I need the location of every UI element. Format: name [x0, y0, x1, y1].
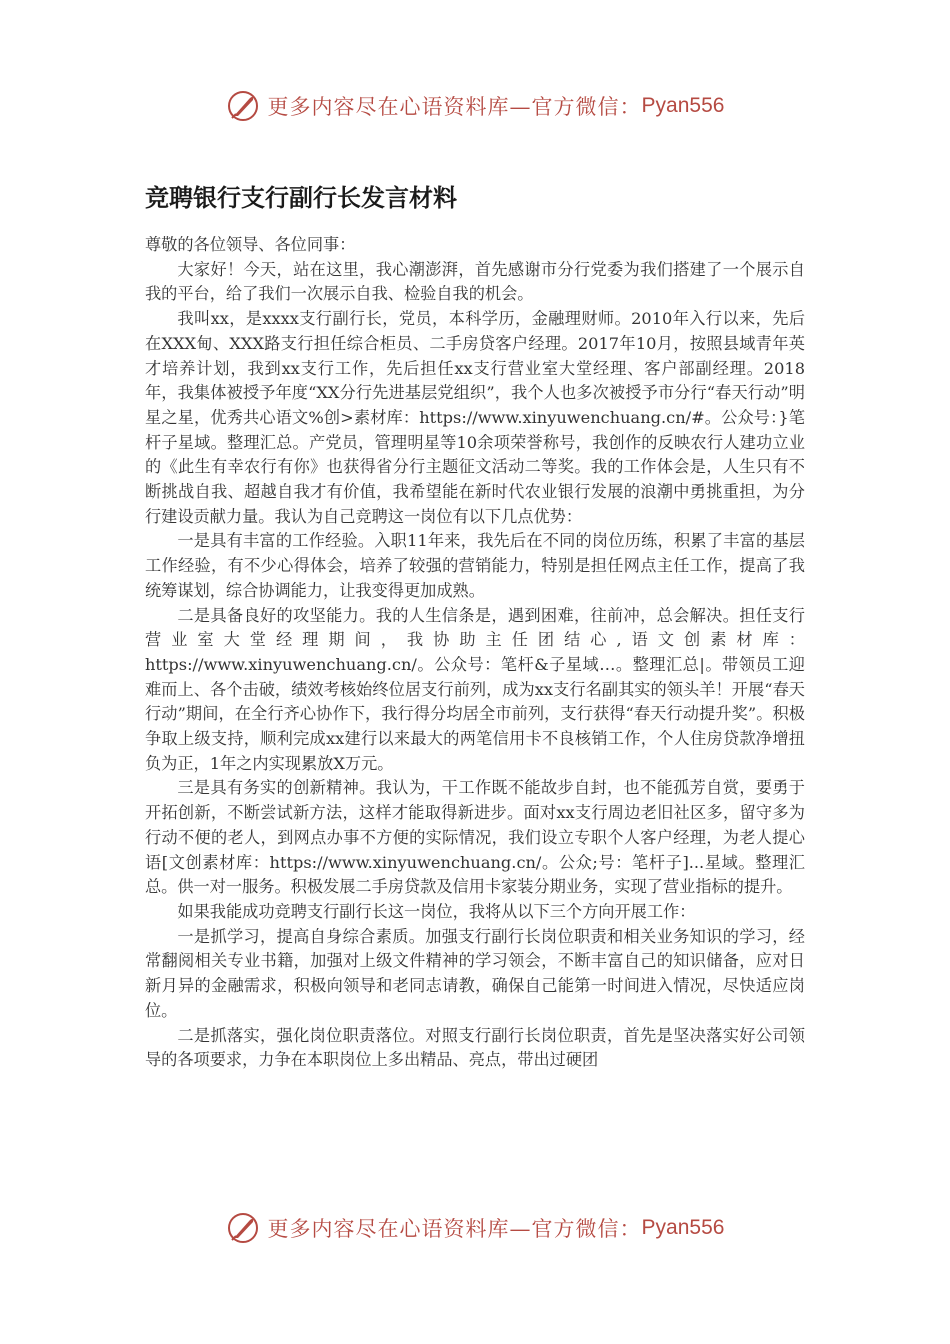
- footer-watermark-banner: [0, 1208, 950, 1248]
- banner-wechat-id: Pyan556: [641, 1216, 725, 1239]
- paragraph: 我叫xx，是xxxx支行副行长，党员，本科学历，金融理财师。2010年入行以来，先后在XXX甸、XXX路支行担任综合柜员、二手房贷客户经理。2017年10月，按照县域青年英才培养计划，我到xx支行工作，先后担任xx支行营业室大堂经理、客户部副经理。2018年，我集体被授予年度“XX分行先进基层党组织”，我个人也多次被授予市分行“春天行动”明星之星，优秀共心语文%创>素材库：https://www.xinyuwenchuang.cn/#。公众号：}笔杆子星域。整理汇总。产党员，管理明星等10余项荣誉称号，我创作的反映农行人建功立业的《此生有幸农行有你》也获得省分行主题征文活动二等奖。我的工作体会是，人生只有不断挑战自我、超越自我才有价值，我希望能在新时代农业银行发展的浪潮中勇挑重担，为分行建设贡献力量。我认为自己竞聘这一岗位有以下几点优势：: [145, 309, 805, 526]
- paragraph: 一是具有丰富的工作经验。入职11年来，我先后在不同的岗位历练，积累了丰富的基层工作经验，有不少心得体会，培养了较强的营销能力，特别是担任网点主任工作，提高了我统筹谋划，综合协调能力，让我变得更加成熟。: [145, 531, 805, 600]
- quill-logo-icon: [226, 1211, 260, 1245]
- banner-text: 更多内容尽在心语资料库—官方微信：: [267, 95, 642, 119]
- paragraph: 如果我能成功竞聘支行副行长这一岗位，我将从以下三个方向开展工作：: [177, 901, 696, 921]
- banner-text: 更多内容尽在心语资料库—官方微信：: [267, 1217, 642, 1241]
- paragraph: 二是具备良好的攻坚能力。我的人生信条是，遇到困难，往前冲，总会解决。担任支行营业室大堂经理期间，我协助主任团结心,语文创素材库：https://www.xinyuwenchuang.cn/。公众号：笔杆&子星域…。整理汇总|。带领员工迎难而上、各个击破，绩效考核始终位居支行前列，成为xx支行名副其实的领头羊！开展“春天行动”期间，在全行齐心协作下，我行得分均居全市前列，支行获得“春天行动提升奖”。积极争取上级支持，顺利完成xx建行以来最大的两笔信用卡不良核销工作，个人住房贷款净增扭负为正，1年之内实现累放X万元。: [145, 605, 805, 773]
- document-body: [145, 233, 805, 1073]
- paragraph: 二是抓落实，强化岗位职责落位。对照支行副行长岗位职责，首先是坚决落实好公司领导的各项要求，力争在本职岗位上多出精品、亮点，带出过硬团: [145, 1025, 805, 1070]
- header-watermark-banner: [0, 86, 950, 126]
- banner-wechat-id: Pyan556: [641, 94, 725, 117]
- greeting: 尊敬的各位领导、各位同事：: [145, 235, 356, 254]
- paragraph: 一是抓学习，提高自身综合素质。加强支行副行长岗位职责和相关业务知识的学习，经常翻阅相关专业书籍，加强对上级文件精神的学习领会，不断丰富自己的知识储备，应对日新月异的金融需求，积极向领导和老同志请教，确保自己能第一时间进入情况，尽快适应岗位。: [145, 926, 805, 1020]
- document-title: 竞聘银行支行副行长发言材料: [145, 184, 457, 212]
- paragraph: 三是具有务实的创新精神。我认为，干工作既不能故步自封，也不能孤芳自赏，要勇于开拓创新，不断尝试新方法，这样才能取得新进步。面对xx支行周边老旧社区多，留守多为行动不便的老人，到网点办事不方便的实际情况，我们设立专职个人客户经理，为老人提心语[文创素材库：https://www.xinyuwenchuang.cn/。公众;号：笔杆子]...星域。整理汇总。供一对一服务。积极发展二手房贷款及信用卡家装分期业务，实现了营业指标的提升。: [145, 778, 805, 897]
- paragraph: 大家好！今天，站在这里，我心潮澎湃，首先感谢市分行党委为我们搭建了一个展示自我的平台，给了我们一次展示自我、检验自我的机会。: [145, 259, 805, 304]
- quill-logo-icon: [226, 89, 260, 123]
